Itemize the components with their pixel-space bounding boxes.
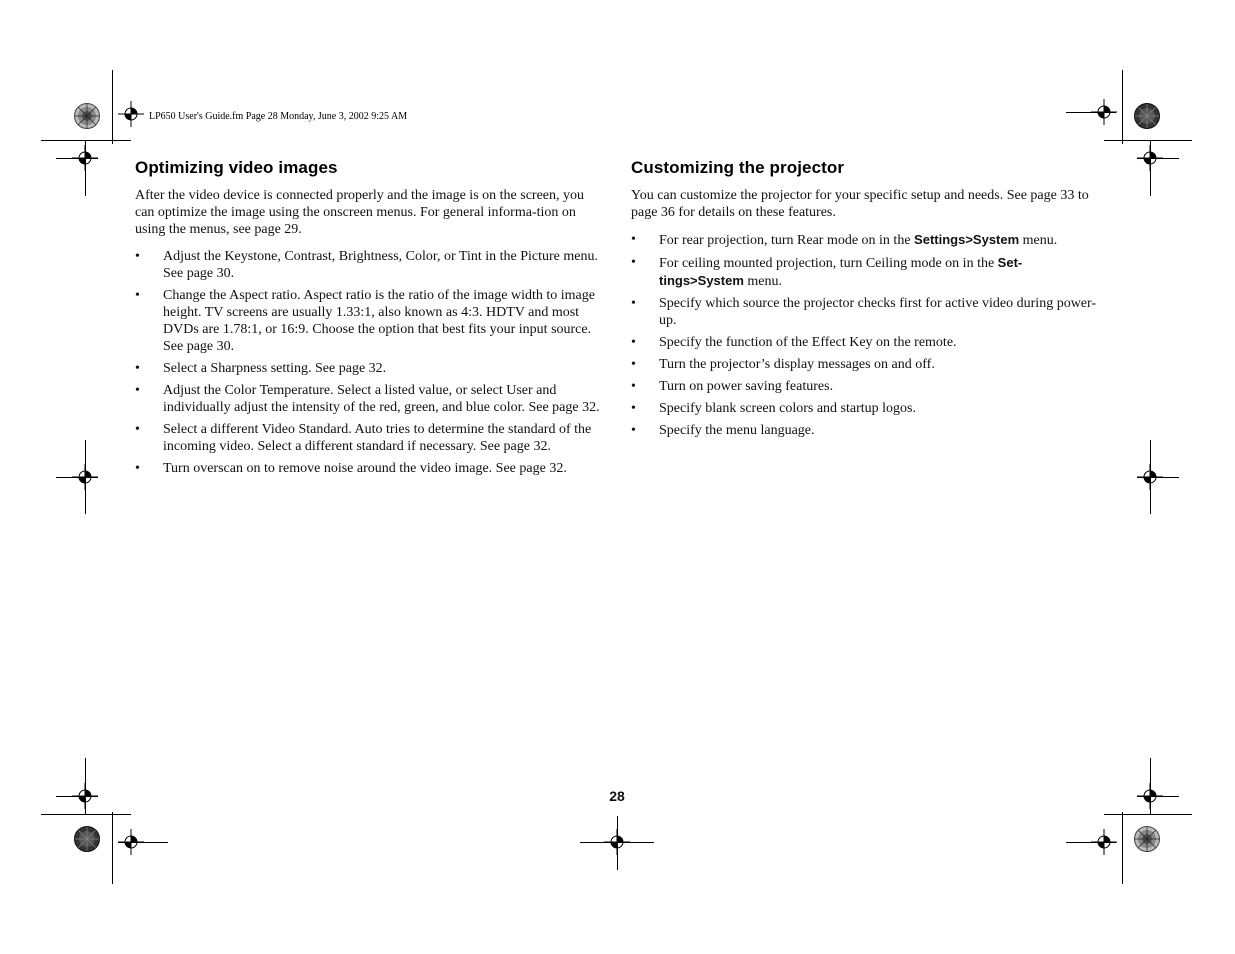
menu-path: Set-tings>System xyxy=(659,255,1023,288)
color-wheel-icon xyxy=(74,826,100,852)
bullet-icon: • xyxy=(631,335,636,350)
bullet-icon: • xyxy=(135,422,140,437)
list-item: • For ceiling mounted projection, turn Ceiling mode on in the Set-tings>System menu. xyxy=(631,255,1023,289)
registration-target-icon xyxy=(1137,464,1163,490)
bullet-icon: • xyxy=(631,357,636,372)
list-item: • Adjust the Keystone, Contrast, Brightness, Color, or Tint in the Picture menu. See page 30. xyxy=(135,249,598,281)
bullet-list xyxy=(135,248,605,477)
bullet-icon: • xyxy=(135,361,140,376)
registration-target-icon xyxy=(72,464,98,490)
list-item: • Select a different Video Standard. Auto tries to determine the standard of the incoming video. Select a different standard if necessary. See page 32. xyxy=(135,422,592,454)
page-number: 28 xyxy=(609,788,625,804)
list-item: • Specify the menu language. xyxy=(631,423,815,438)
list-item: • Specify which source the projector checks first for active video during power-up. xyxy=(631,296,1097,328)
optimizing-section xyxy=(135,158,605,482)
list-item: • Turn overscan on to remove noise around the video image. See page 32. xyxy=(135,461,567,476)
bullet-icon: • xyxy=(135,288,140,303)
list-item: • Turn the projector’s display messages on and off. xyxy=(631,357,935,372)
list-item: • Specify blank screen colors and startup logos. xyxy=(631,401,916,416)
section-heading: Customizing the projector xyxy=(631,158,845,177)
bullet-icon: • xyxy=(135,383,140,398)
bullet-icon: • xyxy=(631,401,636,416)
list-item: • For rear projection, turn Rear mode on in the Settings>System menu. xyxy=(631,232,1058,248)
registration-target-icon xyxy=(72,783,98,809)
bullet-icon: • xyxy=(135,249,140,264)
section-intro: You can customize the projector for your specific setup and needs. See page 33 to page 36 for details on these features. xyxy=(631,188,1089,220)
list-item: • Select a Sharpness setting. See page 32. xyxy=(135,361,387,376)
bullet-icon: • xyxy=(631,296,636,311)
list-item: • Adjust the Color Temperature. Select a listed value, or select User and individually adjust the intensity of the red, green, and blue color. See page 32. xyxy=(135,383,600,415)
bullet-icon: • xyxy=(135,461,140,476)
color-wheel-icon xyxy=(1134,103,1160,129)
registration-target-icon xyxy=(604,829,630,855)
list-item: • Turn on power saving features. xyxy=(631,379,834,394)
section-intro: After the video device is connected properly and the image is on the screen, you can optimize the image using the onscreen menus. For general informa-tion on using the menus, see page 29. xyxy=(135,188,585,237)
customizing-section xyxy=(631,158,1099,444)
bullet-icon: • xyxy=(631,379,636,394)
bullet-icon: • xyxy=(631,423,636,438)
bullet-icon: • xyxy=(631,232,636,247)
registration-target-icon xyxy=(118,101,144,127)
color-wheel-icon xyxy=(74,103,100,129)
list-item: • Change the Aspect ratio. Aspect ratio is the ratio of the image width to image height. TV screens are usually 1.33:1, also known as 4:3. HDTV and most DVDs are 1.78:1, or 16:9. Choose the option that best fits your input source. See page 30. xyxy=(135,288,595,354)
bullet-list xyxy=(631,231,1099,439)
menu-path: Settings>System xyxy=(914,232,1020,247)
registration-target-icon xyxy=(1137,783,1163,809)
file-info-header: LP650 User's Guide.fm Page 28 Monday, June 3, 2002 9:25 AM xyxy=(149,111,408,122)
color-wheel-icon xyxy=(1134,826,1160,852)
section-heading: Optimizing video images xyxy=(135,158,338,177)
bullet-icon: • xyxy=(631,255,636,270)
list-item: • Specify the function of the Effect Key on the remote. xyxy=(631,335,957,350)
